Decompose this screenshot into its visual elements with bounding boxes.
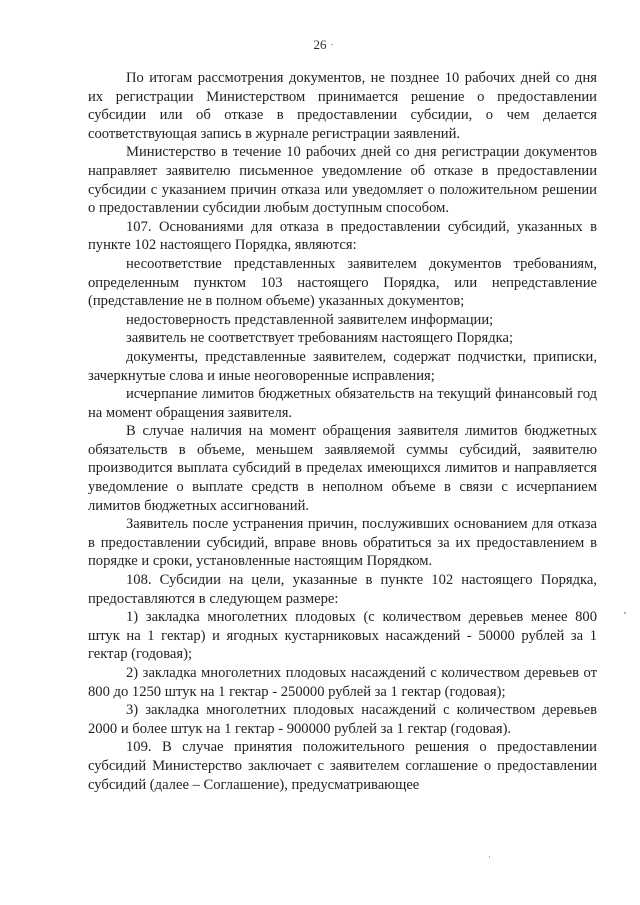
paragraph-109: 109. В случае принятия положительного решения о предоставлении субсидий Министерство заключает с заявителем соглашение о предоставлении субсидий (далее – Соглашение), предусматривающее xyxy=(88,739,597,793)
document-body xyxy=(88,69,597,794)
scan-speck xyxy=(489,856,490,858)
paragraph-reapply: Заявитель после устранения причин, послуживших основанием для отказа в предоставлении субсидий, вправе вновь обратиться за их предоставлением в порядке и сроки, установленные настоящим Порядком. xyxy=(88,516,597,570)
page-number: 26 xyxy=(313,37,327,52)
paragraph-107-ground-5: исчерпание лимитов бюджетных обязательств на текущий финансовый год на момент обращения заявителя. xyxy=(88,386,597,421)
paragraph-limits: В случае наличия на момент обращения заявителя лимитов бюджетных обязательств в объеме, меньшем заявляемой суммы субсидий, заявителю производится выплата субсидий в пределах имеющихся лимитов и направляется уведомление о выплате средств в неполном объеме в связи с исчерпанием лимитов бюджетных ассигнований. xyxy=(88,423,597,514)
paragraph-review-results: По итогам рассмотрения документов, не позднее 10 рабочих дней со дня их регистрации Министерством принимается решение о предоставлении субсидии или об отказе в предоставлении субсидии, о чем делается соответствующая запись в журнале регистрации заявлений. xyxy=(88,70,597,142)
paragraph-107-ground-1: несоответствие представленных заявителем документов требованиям, определенным пунктом 103 настоящего Порядка, или непредставление (представление не в полном объеме) указанных документов; xyxy=(88,255,597,310)
scan-speck xyxy=(331,44,333,45)
paragraph-108-item-2: 2) закладка многолетних плодовых насаждений с количеством деревьев от 800 до 1250 штук на 1 гектар - 250000 рублей за 1 гектар (годовая); xyxy=(88,665,597,700)
paragraph-108-item-1: 1) закладка многолетних плодовых (с количеством деревьев менее 800 штук на 1 гектар) и ягодных кустарниковых насаждений - 50000 рублей за 1 гектар (годовая); xyxy=(88,609,597,663)
paragraph-107-ground-4: документы, представленные заявителем, содержат подчистки, приписки, зачеркнутые слова и иные неоговоренные исправления; xyxy=(88,348,597,384)
paragraph-108-item-3: 3) закладка многолетних плодовых насаждений с количеством деревьев 2000 и более штук на 1 гектар - 900000 рублей за 1 гектар (годовая). xyxy=(88,702,597,737)
paragraph-107-ground-2: недостоверность представленной заявителем информации; xyxy=(126,311,494,328)
paragraph-107-ground-3: заявитель не соответствует требованиям настоящего Порядка; xyxy=(126,330,514,347)
paragraph-107-intro: 107. Основаниями для отказа в предоставлении субсидий, указанных в пункте 102 настоящего Порядка, являются: xyxy=(88,218,597,254)
paragraph-notification: Министерство в течение 10 рабочих дней со дня регистрации документов направляет заявителю письменное уведомление об отказе в предоставлении субсидии с указанием причин отказа или уведомляет о положительном решении о предоставлении субсидии любым доступным способом. xyxy=(88,144,597,217)
paragraph-108-intro: 108. Субсидии на цели, указанные в пункте 102 настоящего Порядка, предоставляются в следующем размере: xyxy=(88,572,597,607)
scan-speck xyxy=(624,612,626,614)
